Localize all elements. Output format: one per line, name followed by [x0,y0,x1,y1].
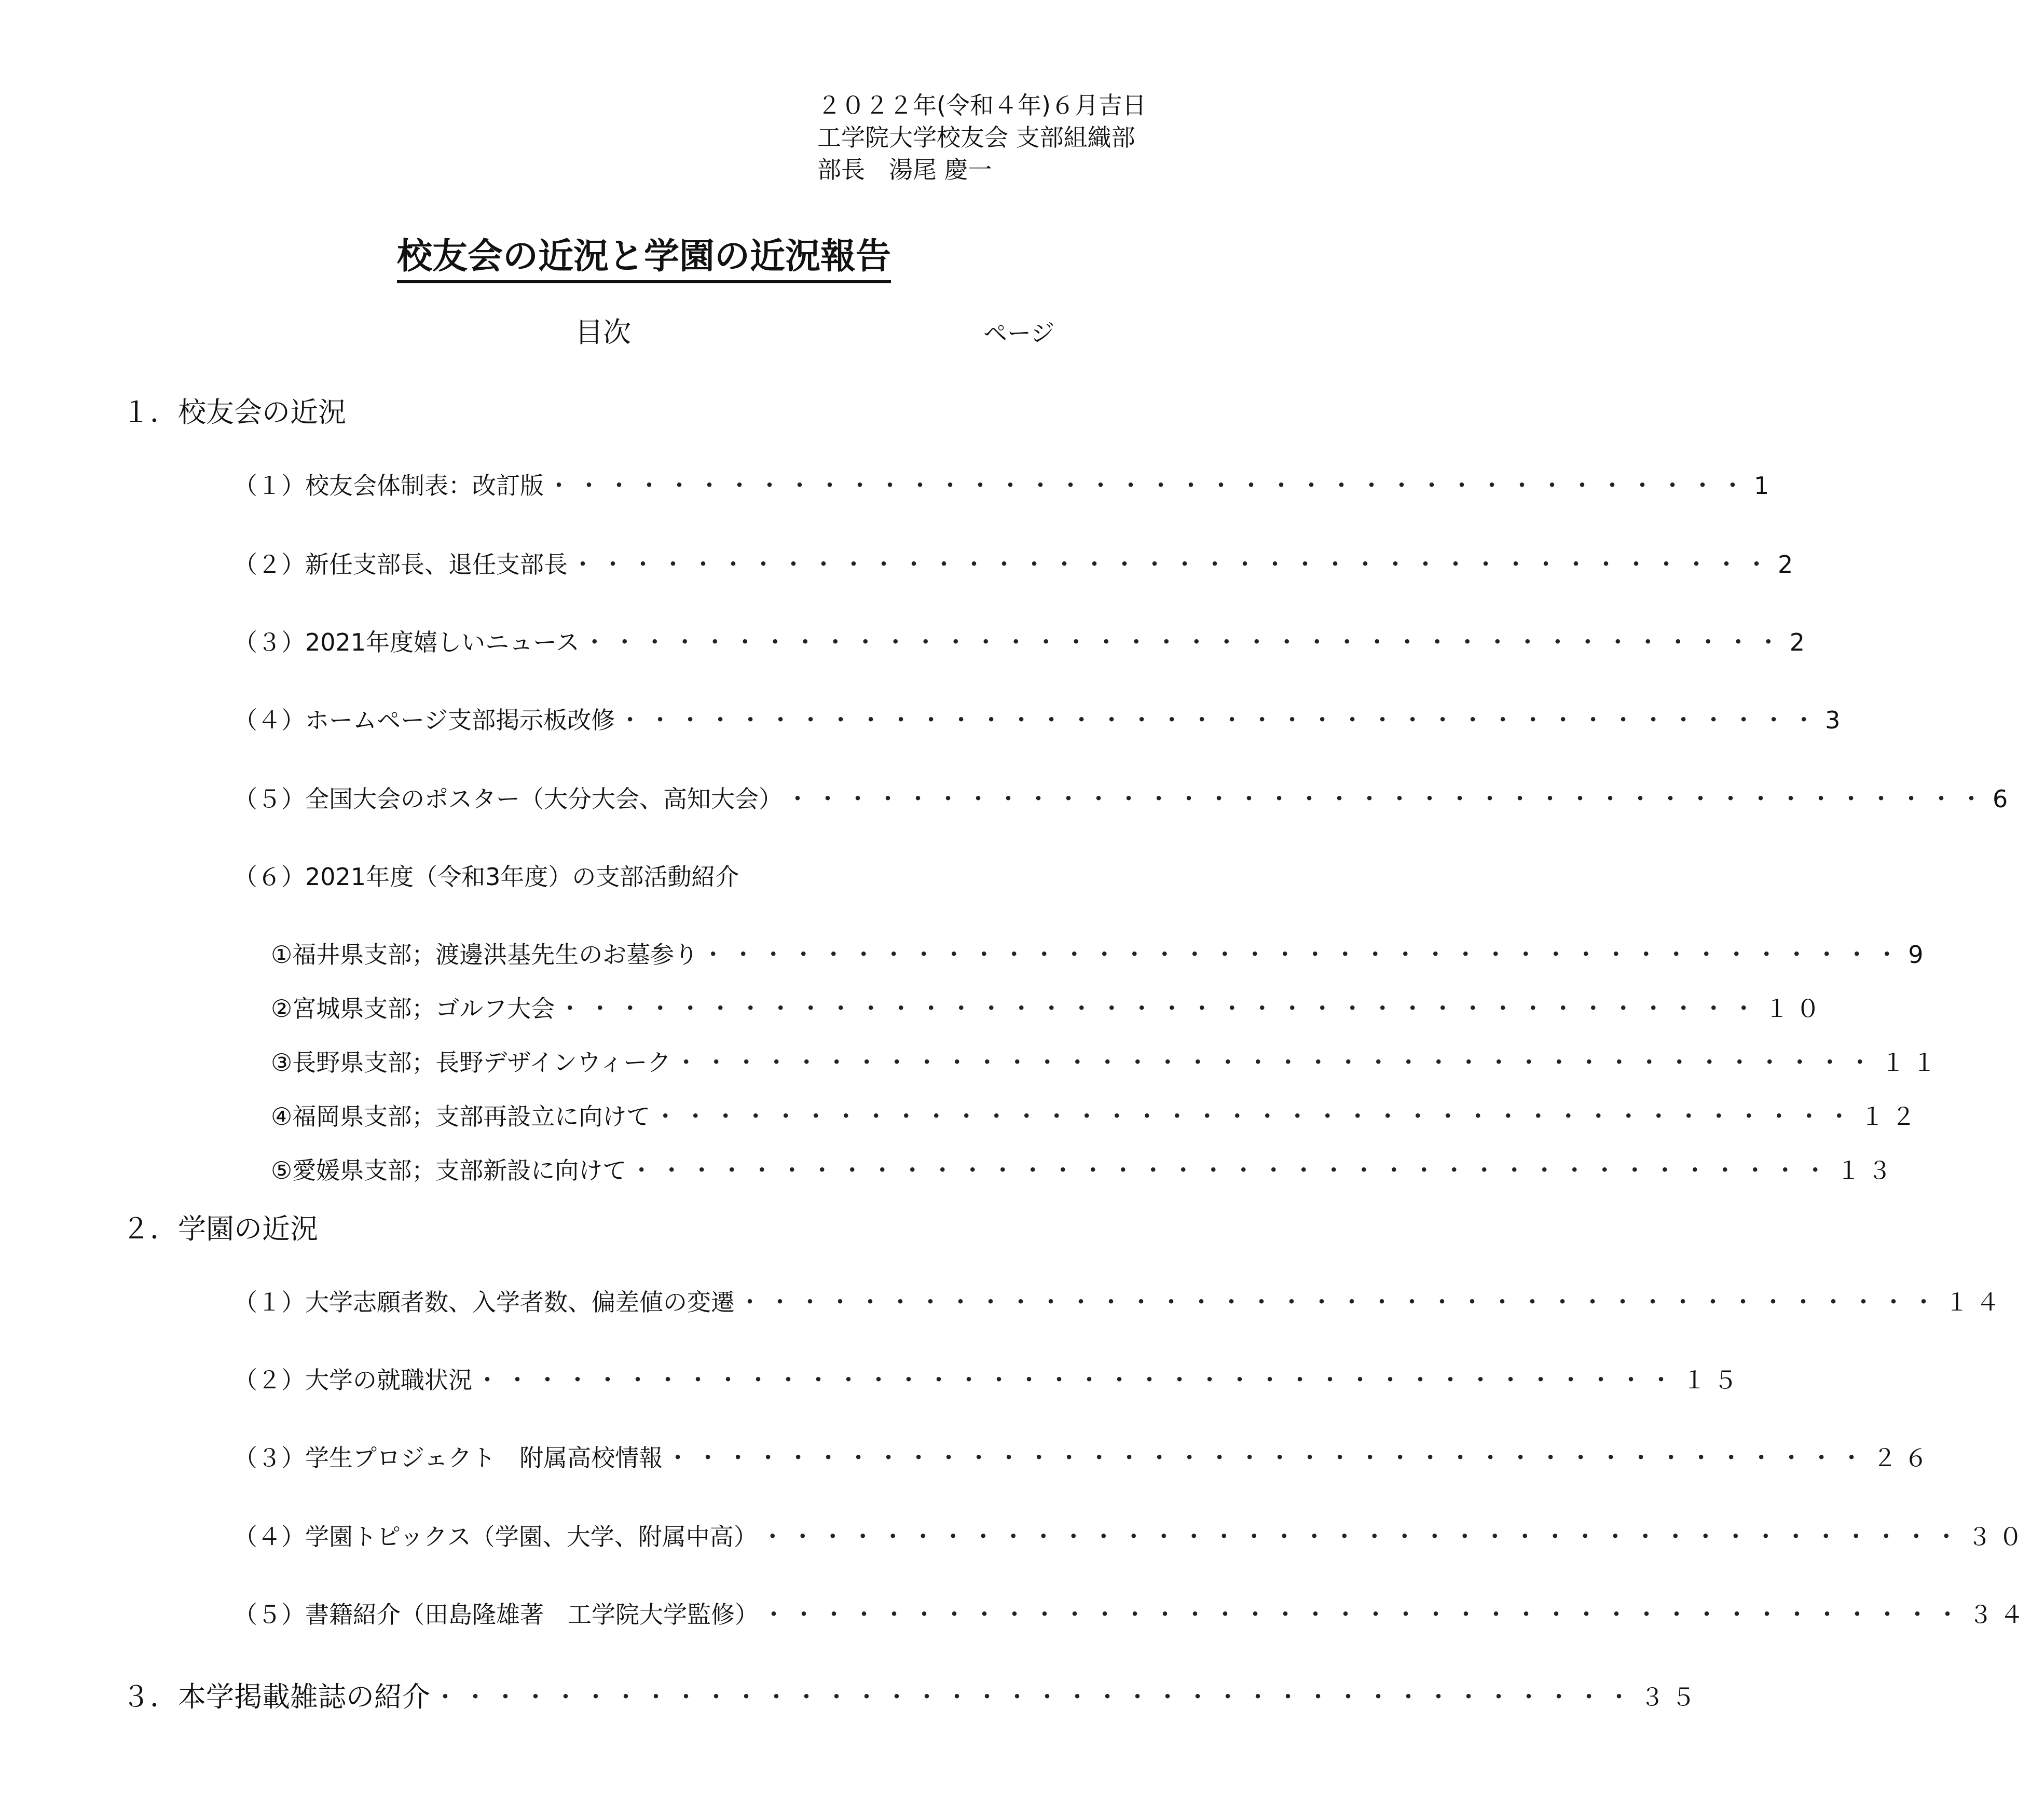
toc-entry-page: 2 [1778,550,1801,578]
section-heading-2: ２．学園の近況 [122,1212,318,1245]
toc-entry-label: ３．本学掲載雑誌の紹介 [122,1680,430,1713]
toc-subentry [271,1101,1923,1132]
toc-leader-dots: ・・・・・・・・・・・・・・・・・・・・・・・・・・・・・・・・・・・・・・・・ [571,550,1775,578]
document-date: ２０２２年(令和４年)６月吉日 [817,91,1146,119]
toc-entry-label: （２）大学の就職状況 [234,1366,472,1394]
toc-leader-dots: ・・・・・・・・・・・・・・・・・・・・・・・・・・・・・・・・・・・・・・・・ [674,1049,1878,1077]
toc-entry-label: （４）ホームページ支部掲示板改修 [234,706,615,734]
toc-entry [234,705,1848,736]
toc-entry-page: １２ [1860,1102,1923,1130]
toc-entry-label: ①福井県支部；渡邊洪基先生のお墓参り [271,941,698,969]
toc-entry-page: 2 [1789,628,1813,656]
toc-entry-label: （３）学生プロジェクト 附属高校情報 [234,1444,663,1472]
toc-entry-page: 3 [1825,706,1848,734]
toc-leader-dots: ・・・・・・・・・・・・・・・・・・・・・・・・・・・・・・・・・・・・・・・・ [547,472,1751,500]
toc-entry-label: （６）2021年度（令和3年度）の支部活動紹介 [234,863,739,891]
toc-entry-page: 6 [1993,785,2015,813]
toc-leader-dots: ・・・・・・・・・・・・・・・・・・・・・・・・・・・・・・・・・・・・・・・・ [475,1366,1679,1394]
section-heading-1: １．校友会の近況 [122,396,346,429]
toc-entry [234,1521,2030,1552]
toc-entry [234,1287,2007,1318]
toc-leader-dots: ・・・・・・・・・・・・・・・・・・・・・・・・・・・・・・・・・・・・・・・・ [738,1288,1942,1316]
toc-entry-label: （５）書籍紹介（田島隆雄著 工学院大学監修） [234,1601,759,1629]
toc-entry-label: （１）校友会体制表：改訂版 [234,472,544,500]
toc-leader-dots: ・・・・・・・・・・・・・・・・・・・・・・・・・・・・・・・・・・・・・・・・ [433,1683,1637,1711]
document-organization: 工学院大学校友会 支部組織部 [817,123,1135,151]
toc-entry-page: １１ [1881,1049,1944,1077]
toc-entry-page: 1 [1754,472,1777,500]
toc-entry-label: （２）新任支部長、退任支部長 [234,550,568,578]
toc-subentry [271,939,1931,970]
document-header [817,89,1146,186]
toc-leader-dots: ・・・・・・・・・・・・・・・・・・・・・・・・・・・・・・・・・・・・・・・・ [558,995,1762,1023]
toc-entry-label: （３）2021年度嬉しいニュース [234,628,580,656]
toc-entry [234,1599,2031,1630]
toc-entry-page: １０ [1765,995,1828,1023]
toc-entry-label: （５）全国大会のポスター（大分大会、高知大会） [234,785,783,813]
toc-entry-label: （１）大学志願者数、入学者数、偏差値の変遷 [234,1288,735,1316]
toc-entry [234,783,2015,815]
toc-entry [234,1442,1936,1473]
toc-entry [234,861,1053,892]
toc-entry-label: ⑤愛媛県支部；支部新設に向けて [271,1156,627,1184]
toc-subentry [271,1155,1899,1186]
page-column-heading: ページ [983,319,1055,347]
toc-leader-dots: ・・・・・・・・・・・・・・・・・・・・・・・・・・・・・・・・・・・・・・・・ [701,941,1905,969]
toc-entry [234,470,1777,501]
page-title [0,228,1288,279]
toc-entry-page: １４ [1945,1288,2007,1316]
toc-entry-page: ３０ [1967,1523,2030,1551]
toc-subentry [271,1047,1944,1078]
toc-entry-label: ③長野県支部；長野デザインウィーク [271,1049,671,1077]
document-author: 部長 湯尾 慶一 [817,156,992,184]
toc-entry-page: ２６ [1873,1444,1936,1472]
toc-leader-dots: ・・・・・・・・・・・・・・・・・・・・・・・・・・・・・・・・・・・・・・・・ [762,1601,1966,1629]
toc-entry-page: 9 [1908,941,1931,969]
toc-heading: 目次 [575,316,631,349]
toc-leader-dots: ・・・・・・・・・・・・・・・・・・・・・・・・・・・・・・・・・・・・・・・・ [760,1523,1965,1551]
page-title-text: 校友会の近況と学園の近況報告 [397,236,891,283]
toc-entry [234,1364,1745,1396]
toc-leader-dots: ・・・・・・・・・・・・・・・・・・・・・・・・・・・・・・・・・・・・・・・・ [786,785,1989,813]
toc-leader-dots: ・・・・・・・・・・・・・・・・・・・・・・・・・・・・・・・・・・・・・・・・ [653,1102,1858,1130]
toc-leader-dots: ・・・・・・・・・・・・・・・・・・・・・・・・・・・・・・・・・・・・・・・・ [666,1444,1870,1472]
toc-entry-label: ④福岡県支部；支部再設立に向けて [271,1102,651,1130]
toc-entry-page: １３ [1836,1156,1899,1184]
section-heading-3 [122,1679,1703,1715]
toc-leader-dots: ・・・・・・・・・・・・・・・・・・・・・・・・・・・・・・・・・・・・・・・・ [618,706,1822,734]
toc-entry-page: ３４ [1969,1601,2031,1629]
toc-entry [234,549,1801,580]
toc-leader-dots: ・・・・・・・・・・・・・・・・・・・・・・・・・・・・・・・・・・・・・・・・ [582,628,1787,656]
toc-leader-dots: ・・・・・・・・・・・・・・・・・・・・・・・・・・・・・・・・・・・・・・・・ [629,1156,1834,1184]
toc-entry-page: １５ [1682,1366,1745,1394]
toc-entry-label: ②宮城県支部；ゴルフ大会 [271,995,555,1023]
toc-entry [234,627,1813,658]
toc-subentry [271,993,1828,1024]
toc-entry-label: （４）学園トピックス（学園、大学、附属中高） [234,1523,758,1551]
toc-entry-page: ３５ [1640,1683,1703,1711]
